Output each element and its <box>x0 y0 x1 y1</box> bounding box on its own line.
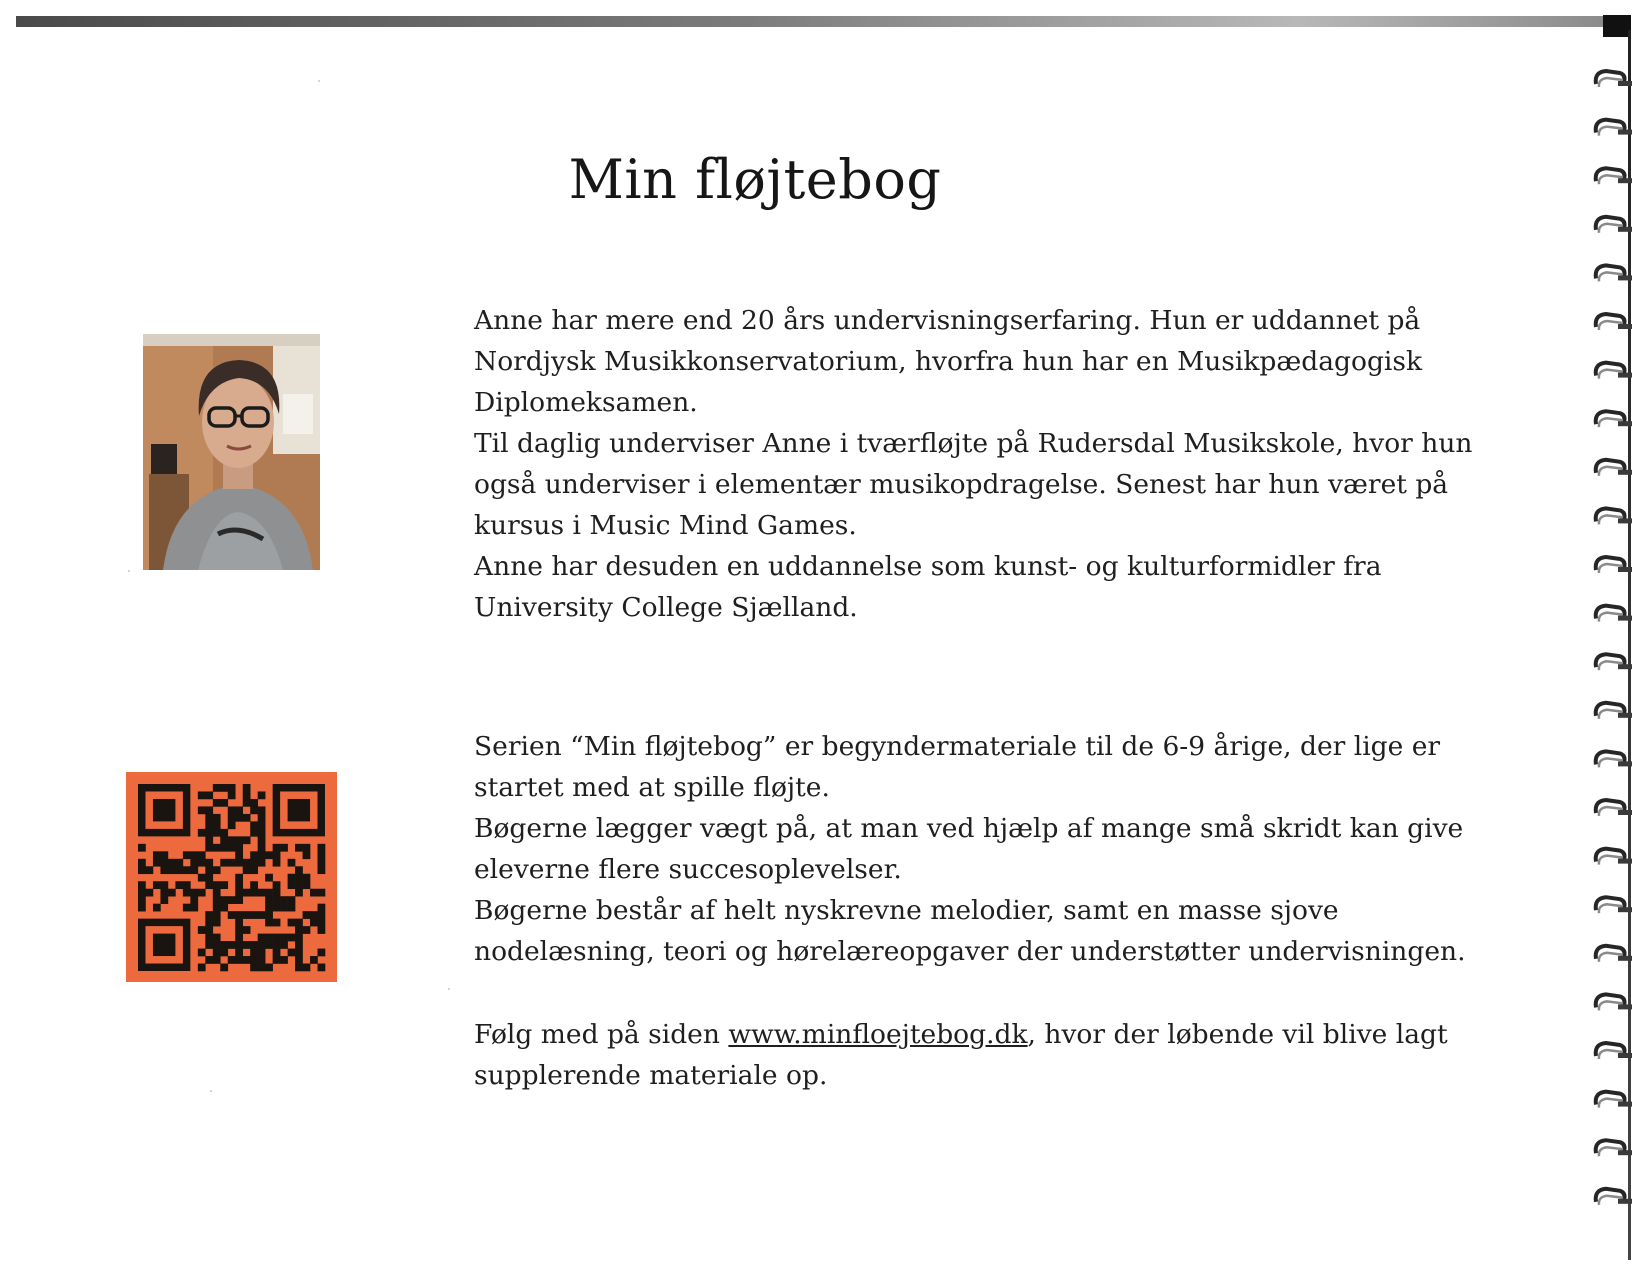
spiral-loop <box>1596 751 1632 767</box>
spiral-loop <box>1596 1189 1632 1205</box>
scan-speck <box>128 570 130 572</box>
spiral-loop <box>1596 314 1632 330</box>
scan-speck <box>210 1090 212 1092</box>
follow-text <box>474 1014 1484 1096</box>
spiral-loop <box>1596 849 1632 865</box>
scan-speck <box>448 988 450 990</box>
spiral-loop <box>1596 606 1632 622</box>
spiral-loop <box>1596 168 1632 184</box>
follow-paragraph <box>474 1014 1484 1096</box>
bio-paragraph: Til daglig underviser Anne i tværfløjte på Rudersdal Musikskole, hvor hun også underviser i elementær musikopdragelse. Senest har hun været på kursus i Music Mind Games. <box>474 428 1473 541</box>
spiral-loop <box>1596 1092 1632 1108</box>
scan-corner-shadow <box>1603 15 1631 37</box>
author-portrait-photo <box>143 334 320 570</box>
spiral-loop <box>1596 71 1632 87</box>
spiral-loop <box>1596 654 1632 670</box>
spiral-loop <box>1596 946 1632 962</box>
scan-top-edge <box>16 16 1616 27</box>
series-paragraph: Bøgerne består af helt nyskrevne melodier, samt en masse sjove nodelæsning, teori og hørelæreopgaver der understøtter undervisningen. <box>474 895 1466 967</box>
spiral-loop <box>1596 1043 1632 1059</box>
website-link[interactable]: www.minfloejtebog.dk <box>728 1019 1028 1050</box>
spiral-loop <box>1596 363 1632 379</box>
spiral-loop <box>1596 411 1632 427</box>
follow-text-before: Følg med på siden <box>474 1019 729 1050</box>
spiral-loop <box>1596 703 1632 719</box>
series-paragraph: Bøgerne lægger vægt på, at man ved hjælp af mange små skridt kan give eleverne flere succesoplevelser. <box>474 813 1464 885</box>
follow-text-after: , hvor der løbende vil blive lagt supplerende materiale op. <box>474 1019 1448 1091</box>
spiral-loop <box>1596 460 1632 476</box>
spiral-loop <box>1596 1140 1632 1156</box>
bio-paragraph: Anne har mere end 20 års undervisningserfaring. Hun er uddannet på Nordjysk Musikkonservatorium, hvorfra hun har en Musikpædagogisk Diplomeksamen. <box>474 305 1423 418</box>
spiral-loop <box>1596 994 1632 1010</box>
bio-paragraph: Anne har desuden en uddannelse som kunst- og kulturformidler fra University College Sjælland. <box>474 551 1382 623</box>
spiral-loop <box>1596 265 1632 281</box>
spiral-loop <box>1596 557 1632 573</box>
spiral-loop <box>1596 217 1632 233</box>
spiral-loop <box>1596 800 1632 816</box>
spiral-loop <box>1596 120 1632 136</box>
author-bio <box>474 300 1484 628</box>
spiral-binding <box>1590 60 1646 1260</box>
spiral-loop <box>1596 897 1632 913</box>
portrait-illustration <box>143 334 320 570</box>
page-title: Min fløjtebog <box>568 148 942 211</box>
qr-code-pattern <box>126 772 337 982</box>
qr-code[interactable] <box>126 772 337 982</box>
series-description <box>474 726 1484 972</box>
spiral-loop <box>1596 508 1632 524</box>
scan-speck <box>318 80 320 82</box>
series-paragraph: Serien “Min fløjtebog” er begyndermateriale til de 6-9 årige, der lige er startet med at spille fløjte. <box>474 731 1441 803</box>
